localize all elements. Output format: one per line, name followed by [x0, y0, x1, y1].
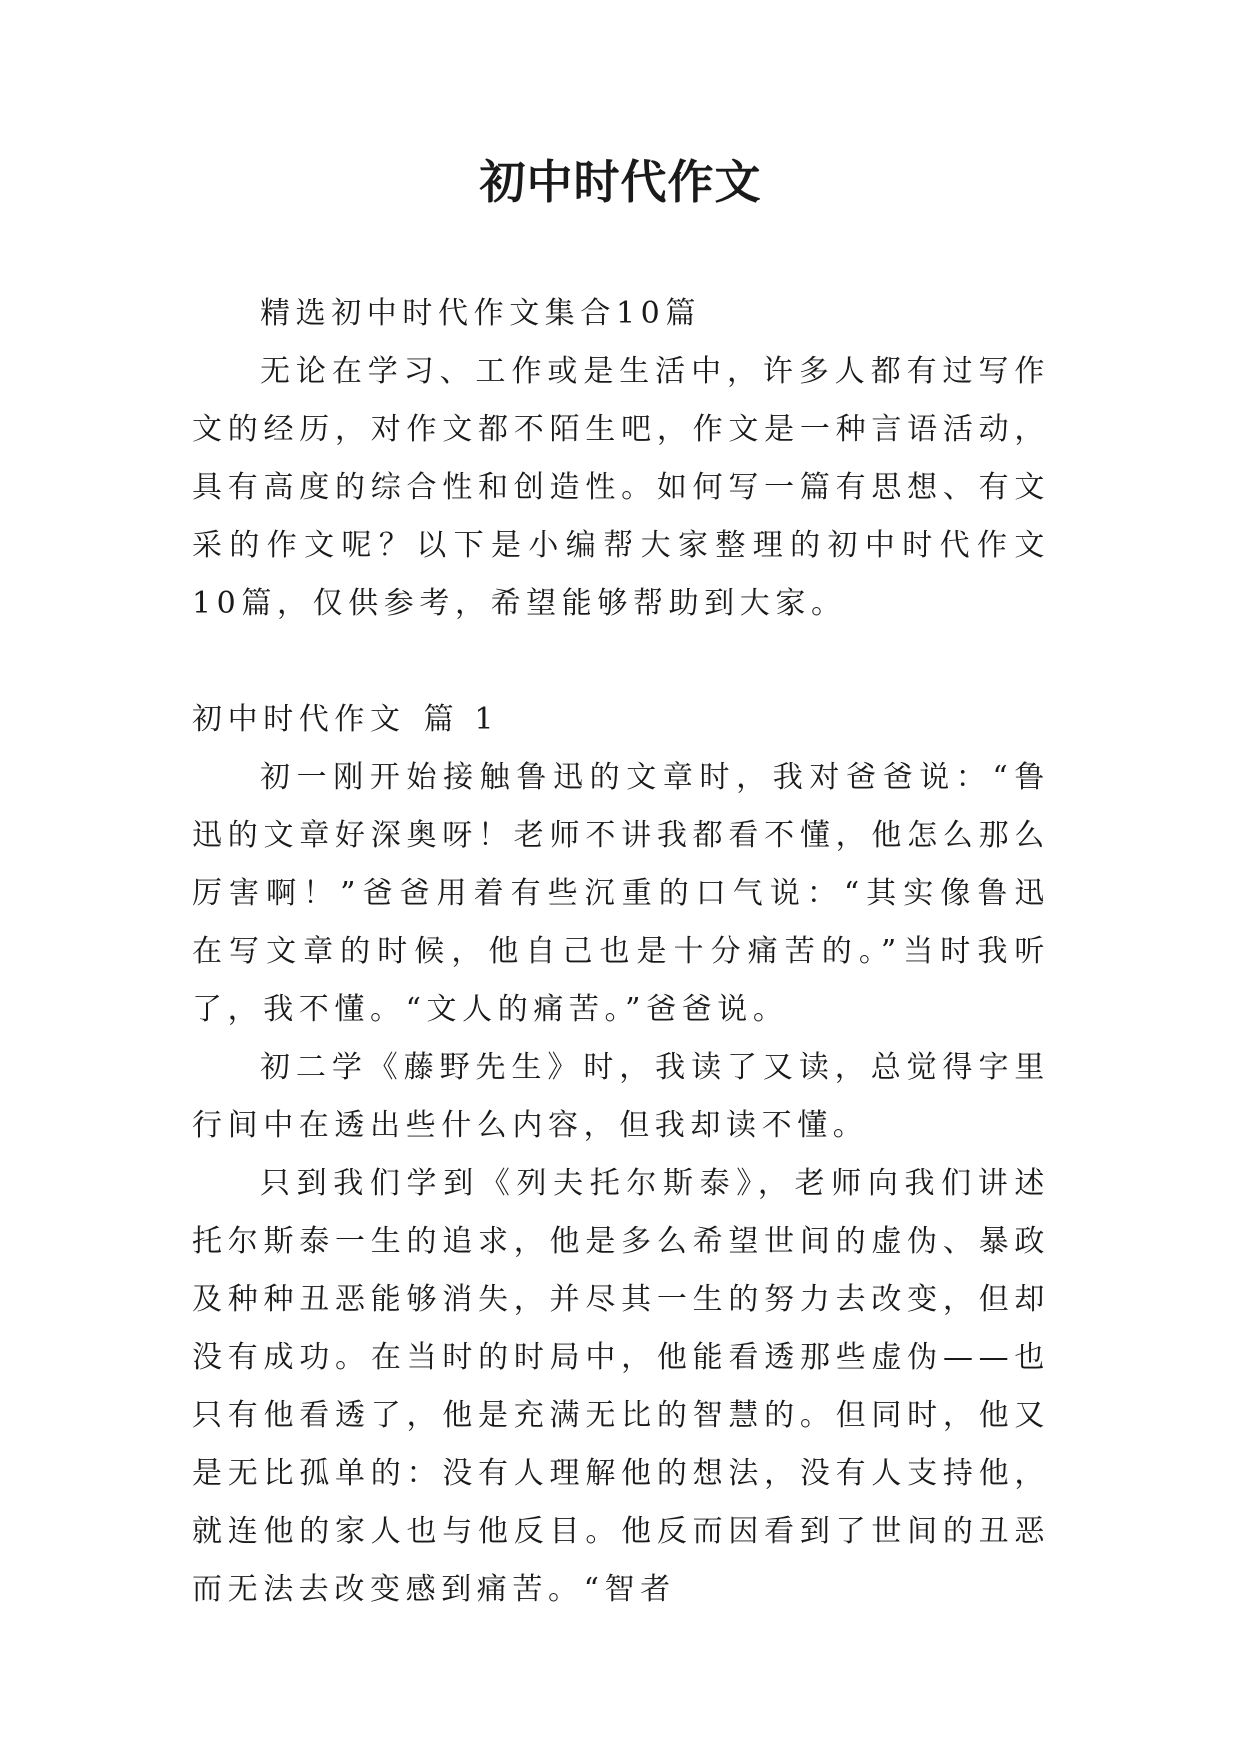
intro-paragraph: 无论在学习、工作或是生活中，许多人都有过写作文的经历，对作文都不陌生吧，作文是一种言语活动，具有高度的综合性和创造性。如何写一篇有思想、有文采的作文呢？以下是小编帮大家整理的初中时代作文10篇，仅供参考，希望能够帮助到大家。: [192, 354, 1050, 621]
body-paragraph: 只到我们学到《列夫托尔斯泰》，老师向我们讲述托尔斯泰一生的追求，他是多么希望世间的虚伪、暴政及种种丑恶能够消失，并尽其一生的努力去改变，但却没有成功。在当时的时局中，他能看透那些虚伪——也只有他看透了，他是充满无比的智慧的。但同时，他又是无比孤单的：没有人理解他的想法，没有人支持他，就连他的家人也与他反目。他反而因看到了世间的丑恶而无法去改变感到痛苦。“智者: [192, 1166, 1050, 1607]
section-heading-number: 篇 1: [423, 702, 500, 737]
body-paragraph: 初一刚开始接触鲁迅的文章时，我对爸爸说：“鲁迅的文章好深奥呀！老师不讲我都看不懂，他怎么那么厉害啊！”爸爸用着有些沉重的口气说：“其实像鲁迅在写文章的时候，他自己也是十分痛苦的。”当时我听了，我不懂。“文人的痛苦。”爸爸说。: [192, 760, 1050, 1027]
section-heading: [192, 691, 1050, 749]
section-spacer: [192, 633, 1050, 691]
collection-subtitle: 精选初中时代作文集合10篇: [260, 296, 701, 331]
body-paragraph: 初二学《藤野先生》时，我读了又读，总觉得字里行间中在透出些什么内容，但我却读不懂。: [192, 1050, 1050, 1143]
document-body: [192, 285, 1050, 1619]
document-title: 初中时代作文: [479, 155, 762, 209]
section-heading-title: 初中时代作文: [192, 702, 406, 737]
